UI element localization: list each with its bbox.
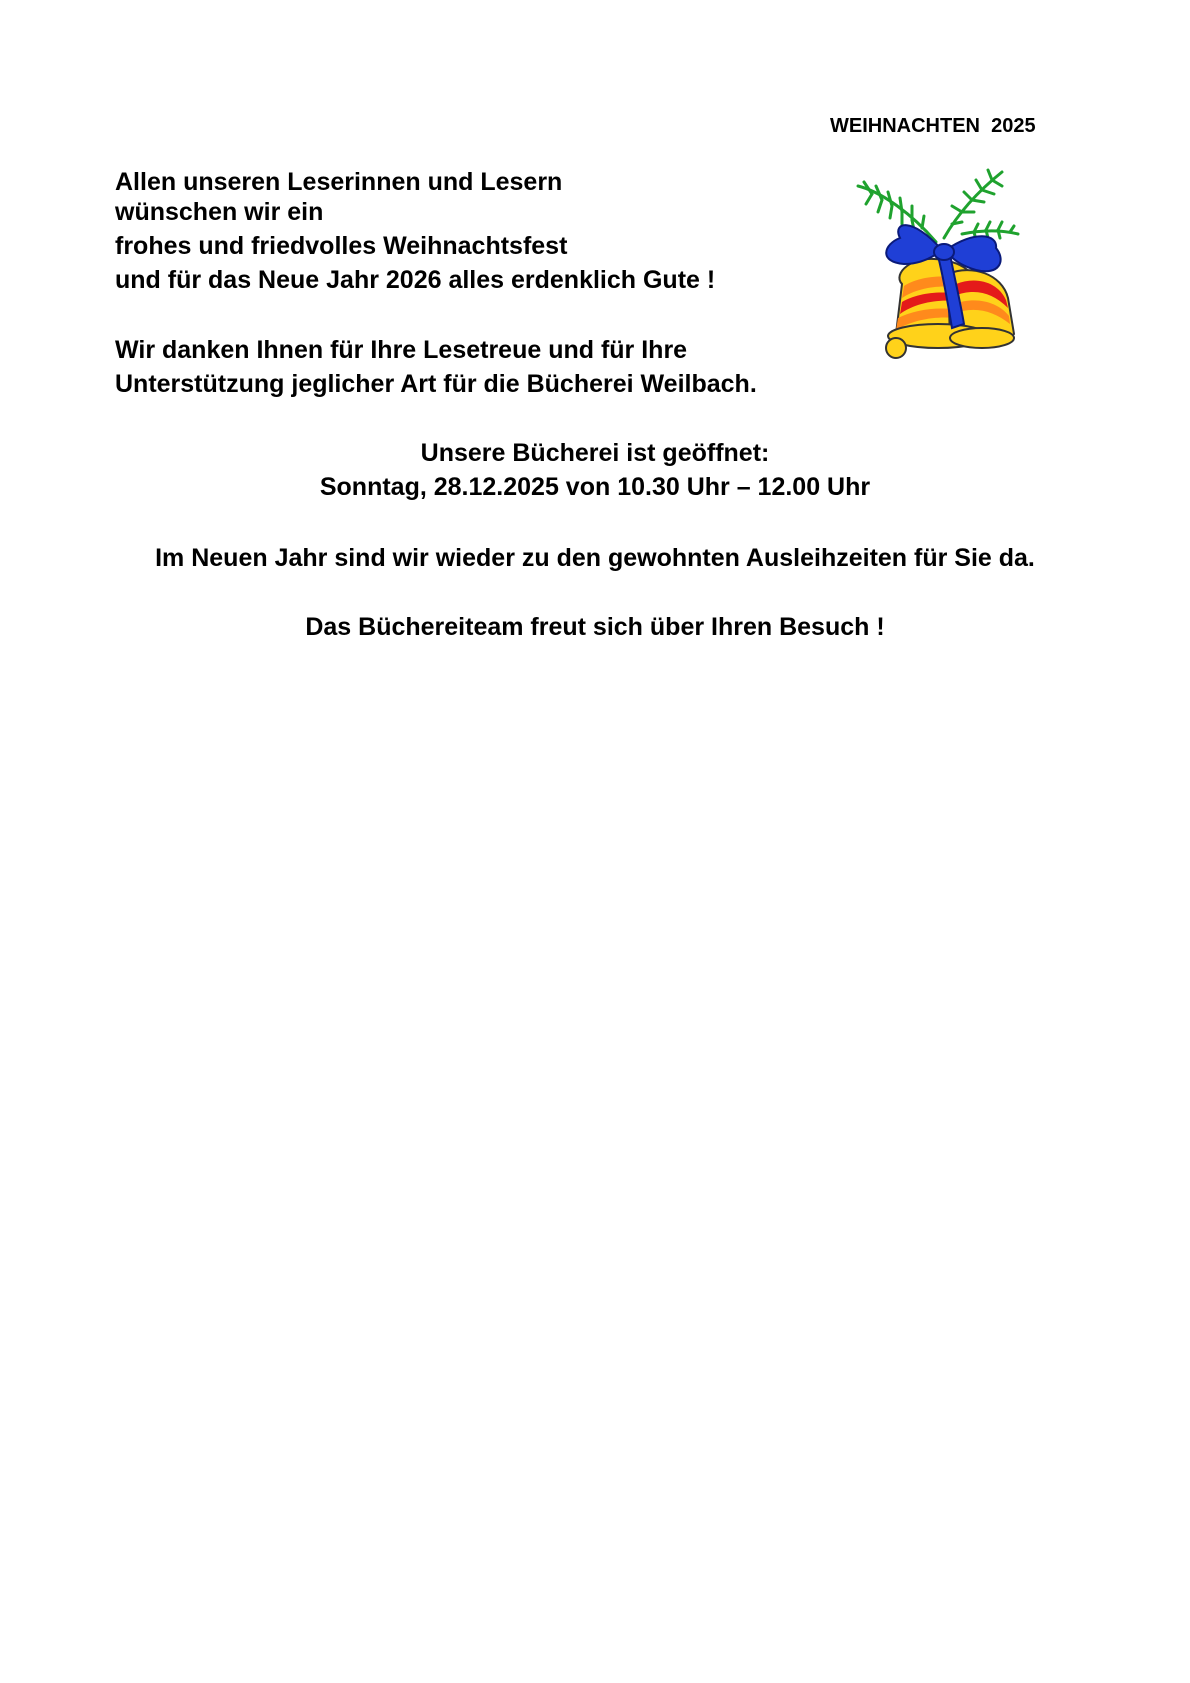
greeting-line: und für das Neue Jahr 2026 alles erdenklich Gute ! <box>115 266 716 294</box>
fir-branch-icon <box>858 170 1018 242</box>
closing-line: Das Büchereiteam freut sich über Ihren Besuch ! <box>305 613 885 641</box>
greeting-line: frohes und friedvolles Weihnachtsfest <box>115 232 568 260</box>
new-year-note: Im Neuen Jahr sind wir wieder zu den gewohnten Ausleihzeiten für Sie da. <box>155 544 1035 572</box>
christmas-bell-icon <box>852 164 1024 380</box>
greeting-line: Allen unseren Leserinnen und Lesern <box>115 168 563 196</box>
thanks-line: Wir danken Ihnen für Ihre Lesetreue und für Ihre <box>115 336 688 364</box>
page-title: WEIHNACHTEN 2025 <box>830 115 1036 137</box>
thanks-line: Unterstützung jeglicher Art für die Bücherei Weilbach. <box>115 370 757 398</box>
greeting-line: wünschen wir ein <box>115 198 324 226</box>
opening-heading: Unsere Bücherei ist geöffnet: <box>420 439 770 467</box>
opening-hours: Sonntag, 28.12.2025 von 10.30 Uhr – 12.00 Uhr <box>319 473 871 501</box>
